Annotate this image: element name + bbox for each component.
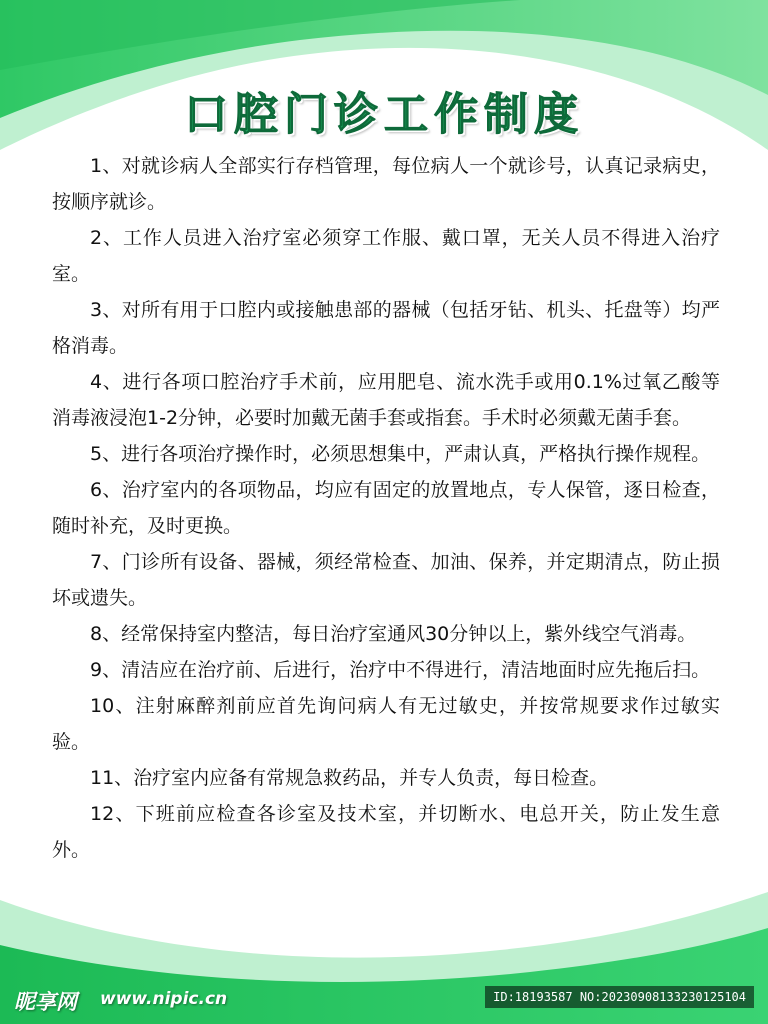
rule-item: 9、清洁应在治疗前、后进行，治疗中不得进行，清洁地面时应先拖后扫。: [90, 659, 711, 681]
watermark-url: www.nipic.cn: [100, 989, 228, 1009]
rule-item: 8、经常保持室内整洁，每日治疗室通风30分钟以上，紫外线空气消毒。: [90, 623, 697, 645]
rule-item: 7、门诊所有设备、器械，须经常检查、加油、保养，并定期清点，防止损坏或遗失。: [52, 551, 720, 609]
rule-item: 10、注射麻醉剂前应首先询问病人有无过敏史，并按常规要求作过敏实验。: [52, 695, 720, 753]
rule-item: 4、进行各项口腔治疗手术前，应用肥皂、流水洗手或用0.1%过氧乙酸等消毒液浸泡1-2分钟，必要时加戴无菌手套或指套。手术时必须戴无菌手套。: [52, 371, 720, 429]
rule-item: 2、工作人员进入治疗室必须穿工作服、戴口罩，无关人员不得进入治疗室。: [52, 227, 720, 285]
rule-item: 12、下班前应检查各诊室及技术室，并切断水、电总开关，防止发生意外。: [52, 803, 720, 861]
rule-item: 6、治疗室内的各项物品，均应有固定的放置地点，专人保管，逐日检查，随时补充，及时更换。: [52, 479, 720, 537]
rule-item: 1、对就诊病人全部实行存档管理，每位病人一个就诊号，认真记录病史，按顺序就诊。: [52, 155, 720, 213]
page-title: 口腔门诊工作制度: [184, 89, 584, 140]
rules-list: [52, 148, 720, 868]
image-id-label: ID:18193587 NO:20230908133230125104: [485, 986, 754, 1008]
rule-item: 11、治疗室内应备有常规急救药品，并专人负责，每日检查。: [90, 767, 609, 789]
watermark-logo: 昵享网: [14, 990, 77, 1014]
rule-item: 5、进行各项治疗操作时，必须思想集中，严肃认真，严格执行操作规程。: [90, 443, 711, 465]
rule-item: 3、对所有用于口腔内或接触患部的器械（包括牙钻、机头、托盘等）均严格消毒。: [52, 299, 720, 357]
